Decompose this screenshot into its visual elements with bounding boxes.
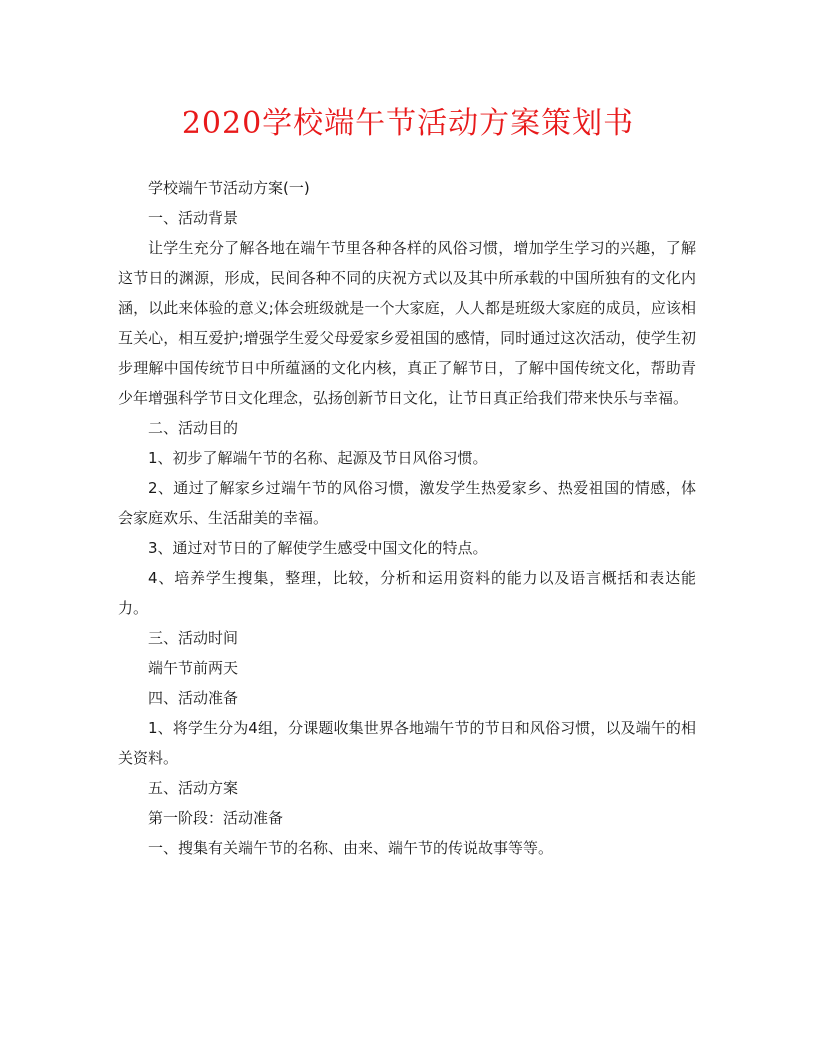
section-heading-purpose: 二、活动目的 [148,419,239,437]
section-heading-preparation: 四、活动准备 [148,689,239,707]
document-body [118,173,696,863]
list-item-preparation-1: 1、将学生分为4组，分课题收集世界各地端午节的节日和风俗习惯，以及端午的相关资料。 [118,719,696,767]
section-heading-time: 三、活动时间 [148,629,239,647]
list-item-purpose-3: 3、通过对节日的了解使学生感受中国文化的特点。 [148,539,488,557]
section-heading-plan: 五、活动方案 [148,779,239,797]
paragraph-time: 端午节前两天 [148,659,239,677]
list-item-purpose-4: 4、培养学生搜集，整理，比较，分析和运用资料的能力以及语言概括和表达能力。 [118,569,696,617]
paragraph-background: 让学生充分了解各地在端午节里各种各样的风俗习惯，增加学生学习的兴趣，了解这节日的渊源，形成，民间各种不同的庆祝方式以及其中所承载的中国所独有的文化内涵，以此来体验的意义;体会班级就是一个大家庭，人人都是班级大家庭的成员，应该相互关心，相互爱护;增强学生爱父母爱家乡爱祖国的感情，同时通过这次活动，使学生初步理解中国传统节日中所蕴涵的文化内核，真正了解节日，了解中国传统文化，帮助青少年增强科学节日文化理念，弘扬创新节日文化，让节日真正给我们带来快乐与幸福。 [118,239,696,407]
list-item-purpose-2: 2、通过了解家乡过端午节的风俗习惯，激发学生热爱家乡、热爱祖国的情感，体会家庭欢乐、生活甜美的幸福。 [118,479,696,527]
document-title: 2020学校端午节活动方案策划书 [181,106,635,141]
list-item-purpose-1: 1、初步了解端午节的名称、起源及节日风俗习惯。 [148,449,488,467]
subheading-stage-one: 第一阶段：活动准备 [148,809,284,827]
list-item-stage-one-1: 一、搜集有关端午节的名称、由来、端午节的传说故事等等。 [148,839,554,857]
section-heading-background: 一、活动背景 [148,209,239,227]
section-heading-plan-one: 学校端午节活动方案(一) [148,179,310,197]
